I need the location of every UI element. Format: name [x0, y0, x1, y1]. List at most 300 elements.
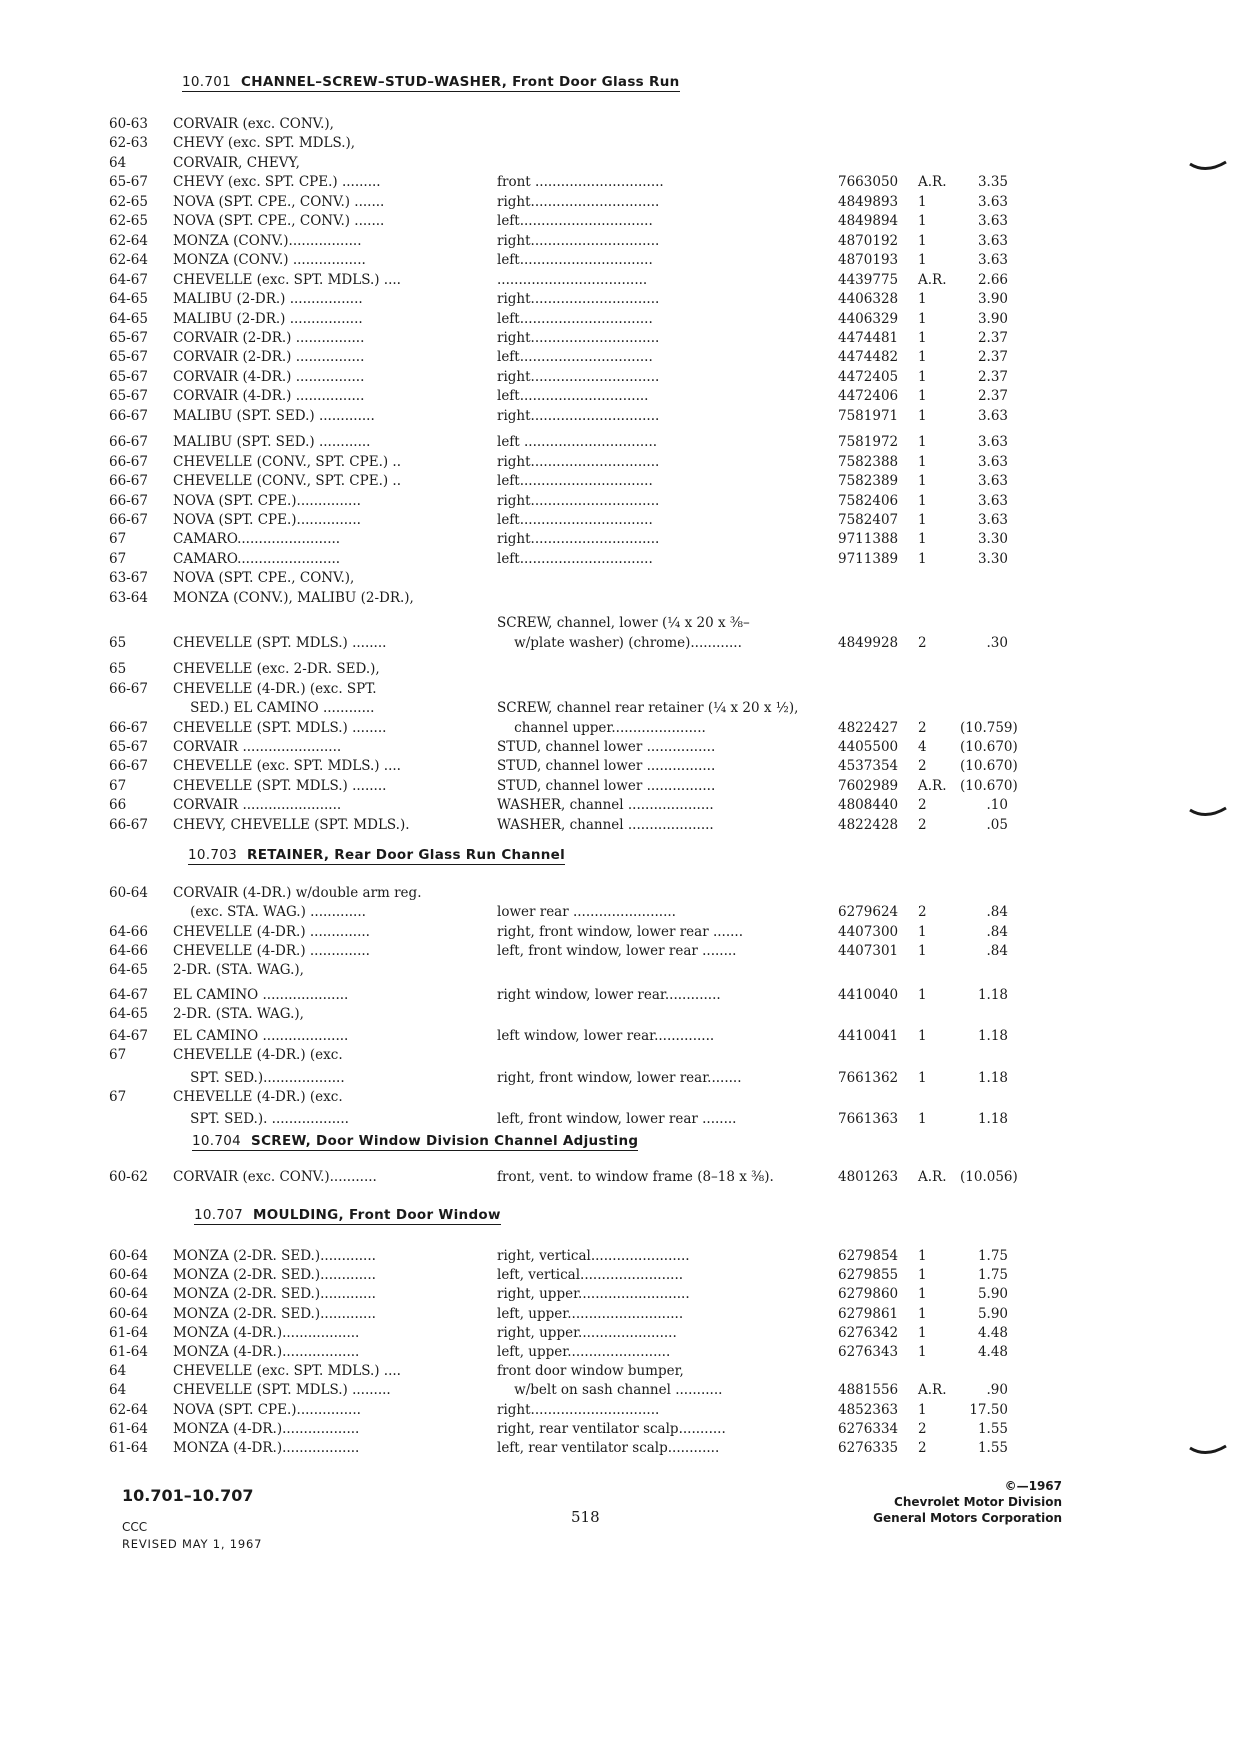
model-name: CAMARO........................	[173, 550, 341, 567]
quantity: 2	[918, 1440, 927, 1456]
year-range: 64-65	[109, 291, 148, 308]
table-row	[0, 252, 1248, 271]
part-number: 4410041	[838, 1028, 899, 1045]
table-row	[0, 700, 1248, 719]
part-number: 7602989	[838, 777, 899, 794]
price: .90	[986, 1382, 1008, 1399]
year-range: 66-67	[109, 816, 148, 833]
page-code: 10.701–10.707	[122, 1486, 254, 1505]
part-description: w/plate washer) (chrome)............	[497, 634, 742, 651]
part-description: right..............................	[497, 193, 660, 210]
part-description: STUD, channel lower ................	[497, 758, 716, 775]
table-row	[0, 817, 1248, 836]
model-name: CORVAIR .......................	[173, 797, 342, 814]
part-description: left...............................	[497, 252, 653, 269]
part-description: right..............................	[497, 1401, 660, 1418]
model-name: CHEVELLE (exc. 2-DR. SED.),	[173, 661, 380, 678]
part-number: 6279854	[838, 1248, 899, 1264]
table-row	[0, 797, 1248, 816]
section-title-10707	[194, 1207, 501, 1225]
part-description: WASHER, channel ....................	[497, 816, 714, 833]
year-range: 60-64	[109, 1248, 148, 1264]
section-number: 10.703	[188, 847, 238, 863]
model-name: EL CAMINO ....................	[173, 1028, 349, 1045]
part-description: right window, lower rear.............	[497, 986, 721, 1003]
year-range: 66-67	[109, 680, 148, 697]
year-range: 67	[109, 1089, 127, 1105]
model-name: CHEVELLE (SPT. MDLS.) ........	[173, 777, 387, 794]
price: 17.50	[969, 1401, 1008, 1418]
quantity: 1	[918, 329, 927, 346]
table-row	[0, 408, 1248, 427]
section-number: 10.707	[194, 1207, 244, 1223]
part-number: 7582388	[838, 453, 899, 470]
table-row	[0, 904, 1248, 923]
year-range: 60-64	[109, 885, 148, 901]
part-description: left...............................	[497, 349, 653, 366]
table-row	[0, 311, 1248, 330]
model-name: MONZA (CONV.), MALIBU (2-DR.),	[173, 589, 414, 606]
quantity: 1	[918, 923, 927, 940]
year-range: 64	[109, 1382, 127, 1399]
table-row	[0, 213, 1248, 232]
price: 3.63	[977, 473, 1008, 490]
quantity: 1	[918, 1267, 927, 1284]
table-row	[0, 885, 1248, 904]
table-row	[0, 739, 1248, 758]
model-name: CHEVELLE (exc. SPT. MDLS.) ....	[173, 271, 401, 288]
model-name: EL CAMINO ....................	[173, 986, 349, 1003]
table-row	[0, 615, 1248, 634]
part-description: right, upper..........................	[497, 1286, 690, 1303]
part-number: 9711389	[838, 550, 899, 567]
table-row	[0, 434, 1248, 453]
part-description: lower rear ........................	[497, 904, 676, 921]
table-row	[0, 924, 1248, 943]
price: 1.55	[977, 1440, 1008, 1456]
model-name: NOVA (SPT. CPE.)...............	[173, 1401, 361, 1418]
model-name: CHEVELLE (SPT. MDLS.) ........	[173, 719, 387, 736]
model-name: MONZA (CONV.) .................	[173, 252, 366, 269]
year-range: 64-65	[109, 962, 148, 979]
quantity: 1	[918, 453, 927, 470]
quantity: 1	[918, 349, 927, 366]
quantity: 1	[918, 531, 927, 548]
section-title-10704	[192, 1133, 638, 1151]
quantity: 1	[918, 1305, 927, 1322]
part-number: 7582406	[838, 492, 899, 509]
year-range: 66-67	[109, 473, 148, 490]
year-range: 63-64	[109, 589, 148, 606]
table-row	[0, 590, 1248, 609]
year-range: 62-65	[109, 193, 148, 210]
price: 2.37	[977, 329, 1008, 346]
section-title-text: SCREW, Door Window Division Channel Adjusting	[251, 1133, 639, 1149]
quantity: 1	[918, 1401, 927, 1418]
part-description: left, upper........................	[497, 1344, 671, 1360]
year-range: 62-64	[109, 232, 148, 249]
part-description: WASHER, channel ....................	[497, 797, 714, 814]
price: 3.63	[977, 193, 1008, 210]
table-row	[0, 493, 1248, 512]
year-range: 66-67	[109, 492, 148, 509]
table-row	[0, 116, 1248, 135]
year-range: 64-67	[109, 271, 148, 288]
model-name: NOVA (SPT. CPE., CONV.),	[173, 570, 355, 587]
year-range: 60-64	[109, 1267, 148, 1284]
part-number: 4822427	[838, 719, 899, 736]
model-name: MONZA (4-DR.)..................	[173, 1344, 360, 1360]
section-title-10701	[182, 74, 680, 92]
part-description: front door window bumper,	[497, 1363, 684, 1380]
part-description: right..............................	[497, 291, 660, 308]
table-row	[0, 155, 1248, 174]
part-number: 7582389	[838, 473, 899, 490]
table-row	[0, 962, 1248, 981]
model-name: CHEVY (exc. SPT. MDLS.),	[173, 135, 356, 152]
part-number: 6279861	[838, 1305, 899, 1322]
part-number: 4849893	[838, 193, 899, 210]
part-description: left...............................	[497, 550, 653, 567]
publisher-block	[873, 1478, 1062, 1526]
model-name: 2-DR. (STA. WAG.),	[173, 962, 304, 979]
price: 1.75	[977, 1267, 1008, 1284]
price: 2.37	[977, 368, 1008, 385]
model-name: CHEVY (exc. SPT. CPE.) .........	[173, 174, 381, 191]
part-description: left...............................	[497, 310, 653, 327]
table-row	[0, 1402, 1248, 1421]
year-range: 65-67	[109, 329, 148, 346]
quantity: 2	[918, 797, 927, 814]
price: (10.670)	[960, 738, 1018, 755]
part-number: 4537354	[838, 758, 899, 775]
price: 2.37	[977, 388, 1008, 405]
price: .84	[986, 942, 1008, 959]
price: 1.55	[977, 1420, 1008, 1437]
quantity: A.R.	[918, 1169, 947, 1185]
part-description: right..............................	[497, 407, 660, 424]
part-number: 7661363	[838, 1111, 899, 1128]
table-row	[0, 943, 1248, 962]
part-description: SCREW, channel rear retainer (¼ x 20 x ½),	[497, 700, 799, 717]
table-row	[0, 681, 1248, 700]
year-range: 65	[109, 634, 127, 651]
year-range: 62-63	[109, 135, 148, 152]
year-range: 65-67	[109, 174, 148, 191]
year-range: 62-65	[109, 213, 148, 230]
part-number: 4405500	[838, 738, 899, 755]
model-name: MONZA (4-DR.)..................	[173, 1324, 360, 1341]
table-row	[0, 635, 1248, 654]
copyright: ©—1967	[1004, 1479, 1062, 1493]
section-number: 10.701	[182, 74, 232, 90]
part-number: 7581971	[838, 407, 899, 424]
model-name: MALIBU (SPT. SED.) ............	[173, 434, 371, 451]
table-row	[0, 1344, 1248, 1363]
table-row	[0, 454, 1248, 473]
table-row	[0, 1111, 1248, 1130]
table-row	[0, 1325, 1248, 1344]
part-number: 4849894	[838, 213, 899, 230]
part-description: right, rear ventilator scalp...........	[497, 1420, 726, 1437]
model-name: CHEVY, CHEVELLE (SPT. MDLS.).	[173, 816, 410, 833]
part-description: left...............................	[497, 473, 653, 490]
page-number: 518	[571, 1508, 600, 1526]
quantity: 1	[918, 942, 927, 959]
model-name: CHEVELLE (exc. SPT. MDLS.) ....	[173, 758, 401, 775]
quantity: 1	[918, 492, 927, 509]
table-row	[0, 661, 1248, 680]
part-number: 6279855	[838, 1267, 899, 1284]
model-name: NOVA (SPT. CPE., CONV.) .......	[173, 193, 385, 210]
part-number: 4406329	[838, 310, 899, 327]
model-name: NOVA (SPT. CPE.)...............	[173, 492, 361, 509]
table-row	[0, 1286, 1248, 1305]
table-row	[0, 233, 1248, 252]
part-number: 4808440	[838, 797, 899, 814]
model-name: CHEVELLE (4-DR.) ..............	[173, 923, 370, 940]
price: 3.35	[977, 174, 1008, 191]
model-name: CHEVELLE (4-DR.) (exc.	[173, 1089, 343, 1105]
part-number: 4439775	[838, 271, 899, 288]
part-description: w/belt on sash channel ...........	[497, 1382, 723, 1399]
quantity: 1	[918, 213, 927, 230]
table-row	[0, 388, 1248, 407]
quantity: 2	[918, 634, 927, 651]
year-range: 66-67	[109, 434, 148, 451]
part-number: 4472405	[838, 368, 899, 385]
table-row	[0, 1070, 1248, 1089]
part-description: left...............................	[497, 512, 653, 528]
part-description: left, vertical........................	[497, 1267, 684, 1284]
part-number: 7663050	[838, 174, 899, 191]
part-description: left, upper...........................	[497, 1305, 684, 1322]
year-range: 60-62	[109, 1169, 148, 1185]
part-description: left, front window, lower rear ........	[497, 942, 737, 959]
part-number: 4881556	[838, 1382, 899, 1399]
model-name: MALIBU (2-DR.) .................	[173, 291, 363, 308]
price: 3.30	[977, 531, 1008, 548]
part-description: right..............................	[497, 329, 660, 346]
quantity: 1	[918, 434, 927, 451]
year-range: 65	[109, 661, 127, 678]
table-row	[0, 987, 1248, 1006]
price: (10.670)	[960, 758, 1018, 775]
table-row	[0, 1421, 1248, 1440]
model-name: (exc. STA. WAG.) .............	[173, 904, 366, 921]
quantity: A.R.	[918, 174, 947, 191]
quantity: 2	[918, 816, 927, 833]
model-name: MONZA (2-DR. SED.).............	[173, 1305, 376, 1322]
division-name: Chevrolet Motor Division	[894, 1495, 1062, 1509]
model-name: CHEVELLE (CONV., SPT. CPE.) ..	[173, 453, 402, 470]
quantity: 1	[918, 1028, 927, 1045]
part-description: right..............................	[497, 492, 660, 509]
part-number: 4472406	[838, 388, 899, 405]
quantity: A.R.	[918, 1382, 947, 1399]
quantity: 1	[918, 1324, 927, 1341]
model-name: CHEVELLE (SPT. MDLS.) ........	[173, 634, 387, 651]
ccc-label: CCC	[122, 1520, 148, 1534]
part-number: 7581972	[838, 434, 899, 451]
year-range: 60-63	[109, 116, 148, 132]
year-range: 64-65	[109, 1005, 148, 1022]
part-number: 6276334	[838, 1420, 899, 1437]
year-range: 65-67	[109, 388, 148, 405]
quantity: 1	[918, 512, 927, 528]
model-name: MALIBU (SPT. SED.) .............	[173, 407, 375, 424]
price: 3.63	[977, 213, 1008, 230]
quantity: A.R.	[918, 777, 947, 794]
part-number: 4410040	[838, 986, 899, 1003]
part-description: right..............................	[497, 368, 660, 385]
part-number: 4801263	[838, 1169, 899, 1185]
part-number: 4822428	[838, 816, 899, 833]
part-description: SCREW, channel, lower (¼ x 20 x ⅜–	[497, 615, 750, 632]
table-row	[0, 135, 1248, 154]
table-row	[0, 194, 1248, 213]
price: 1.18	[977, 1028, 1008, 1045]
part-description: STUD, channel lower ................	[497, 777, 716, 794]
part-description: right, upper.......................	[497, 1324, 677, 1341]
model-name: CORVAIR (2-DR.) ................	[173, 329, 365, 346]
part-description: right, vertical.......................	[497, 1248, 690, 1264]
part-number: 4849928	[838, 634, 899, 651]
table-row	[0, 720, 1248, 739]
model-name: CHEVELLE (SPT. MDLS.) .........	[173, 1382, 391, 1399]
year-range: 66-67	[109, 512, 148, 528]
quantity: A.R.	[918, 271, 947, 288]
model-name: MONZA (4-DR.)..................	[173, 1440, 360, 1456]
part-description: left...............................	[497, 213, 653, 230]
table-row	[0, 531, 1248, 550]
part-number: 4474482	[838, 349, 899, 366]
part-number: 4406328	[838, 291, 899, 308]
model-name: CORVAIR (4-DR.) w/double arm reg.	[173, 885, 422, 901]
quantity: 1	[918, 1069, 927, 1086]
part-description: right, front window, lower rear........	[497, 1069, 742, 1086]
table-row	[0, 1169, 1248, 1188]
year-range: 64-67	[109, 986, 148, 1003]
table-row	[0, 1089, 1248, 1108]
part-description: right..............................	[497, 531, 660, 548]
quantity: 2	[918, 758, 927, 775]
table-row	[0, 272, 1248, 291]
year-range: 66	[109, 797, 127, 814]
part-description: left, rear ventilator scalp............	[497, 1440, 720, 1456]
part-description: right, front window, lower rear .......	[497, 923, 743, 940]
table-row	[0, 551, 1248, 570]
table-row	[0, 349, 1248, 368]
table-row	[0, 174, 1248, 193]
part-number: 6279624	[838, 904, 899, 921]
price: .05	[986, 816, 1008, 833]
price: 3.63	[977, 232, 1008, 249]
price: .84	[986, 923, 1008, 940]
year-range: 61-64	[109, 1324, 148, 1341]
year-range: 67	[109, 531, 127, 548]
year-range: 65-67	[109, 738, 148, 755]
model-name: CORVAIR (4-DR.) ................	[173, 388, 365, 405]
model-name: MONZA (4-DR.)..................	[173, 1420, 360, 1437]
quantity: 4	[918, 738, 927, 755]
section-title-text: MOULDING, Front Door Window	[253, 1207, 501, 1223]
quantity: 1	[918, 1344, 927, 1360]
price: 2.37	[977, 349, 1008, 366]
table-row	[0, 291, 1248, 310]
model-name: CORVAIR (exc. CONV.)...........	[173, 1169, 377, 1185]
year-range: 60-64	[109, 1305, 148, 1322]
table-row	[0, 1363, 1248, 1382]
model-name: NOVA (SPT. CPE.)...............	[173, 512, 361, 528]
table-row	[0, 1440, 1248, 1459]
model-name: CHEVELLE (CONV., SPT. CPE.) ..	[173, 473, 402, 490]
section-title-10703	[188, 847, 565, 865]
price: .30	[986, 634, 1008, 651]
year-range: 67	[109, 550, 127, 567]
year-range: 64-66	[109, 923, 148, 940]
corporation-name: General Motors Corporation	[873, 1511, 1062, 1525]
year-range: 67	[109, 1047, 127, 1064]
part-number: 6276342	[838, 1324, 899, 1341]
part-number: 4870193	[838, 252, 899, 269]
section-title-text: CHANNEL–SCREW–STUD–WASHER, Front Door Glass Run	[241, 74, 680, 90]
part-number: 7661362	[838, 1069, 899, 1086]
part-description: left..............................	[497, 388, 649, 405]
year-range: 62-64	[109, 1401, 148, 1418]
price: (10.670)	[960, 777, 1018, 794]
part-number: 4474481	[838, 329, 899, 346]
part-description: front ..............................	[497, 174, 664, 191]
model-name: CHEVELLE (4-DR.) ..............	[173, 942, 370, 959]
model-name: CHEVELLE (4-DR.) (exc.	[173, 1047, 343, 1064]
model-name: MONZA (2-DR. SED.).............	[173, 1267, 376, 1284]
quantity: 1	[918, 1111, 927, 1128]
price: 3.30	[977, 550, 1008, 567]
table-row	[0, 1306, 1248, 1325]
quantity: 1	[918, 291, 927, 308]
price: 3.63	[977, 453, 1008, 470]
year-range: 61-64	[109, 1420, 148, 1437]
model-name: CORVAIR (2-DR.) ................	[173, 349, 365, 366]
price: 1.18	[977, 986, 1008, 1003]
quantity: 1	[918, 368, 927, 385]
year-range: 64	[109, 154, 127, 171]
price: 1.75	[977, 1248, 1008, 1264]
year-range: 66-67	[109, 453, 148, 470]
quantity: 1	[918, 1248, 927, 1264]
price: 3.63	[977, 407, 1008, 424]
model-name: SED.) EL CAMINO ............	[173, 700, 375, 717]
price: .84	[986, 904, 1008, 921]
price: 3.63	[977, 512, 1008, 528]
quantity: 2	[918, 1420, 927, 1437]
quantity: 1	[918, 550, 927, 567]
part-number: 6276335	[838, 1440, 899, 1456]
table-row	[0, 1267, 1248, 1286]
model-name: SPT. SED.). ..................	[173, 1111, 349, 1128]
table-row	[0, 778, 1248, 797]
model-name: CHEVELLE (4-DR.) (exc. SPT.	[173, 680, 377, 697]
part-description: left window, lower rear..............	[497, 1028, 715, 1045]
part-number: 4407301	[838, 942, 899, 959]
price: 2.66	[977, 271, 1008, 288]
model-name: CORVAIR (4-DR.) ................	[173, 368, 365, 385]
part-number: 6279860	[838, 1286, 899, 1303]
price: 3.63	[977, 492, 1008, 509]
table-row	[0, 1028, 1248, 1047]
price: 1.18	[977, 1069, 1008, 1086]
